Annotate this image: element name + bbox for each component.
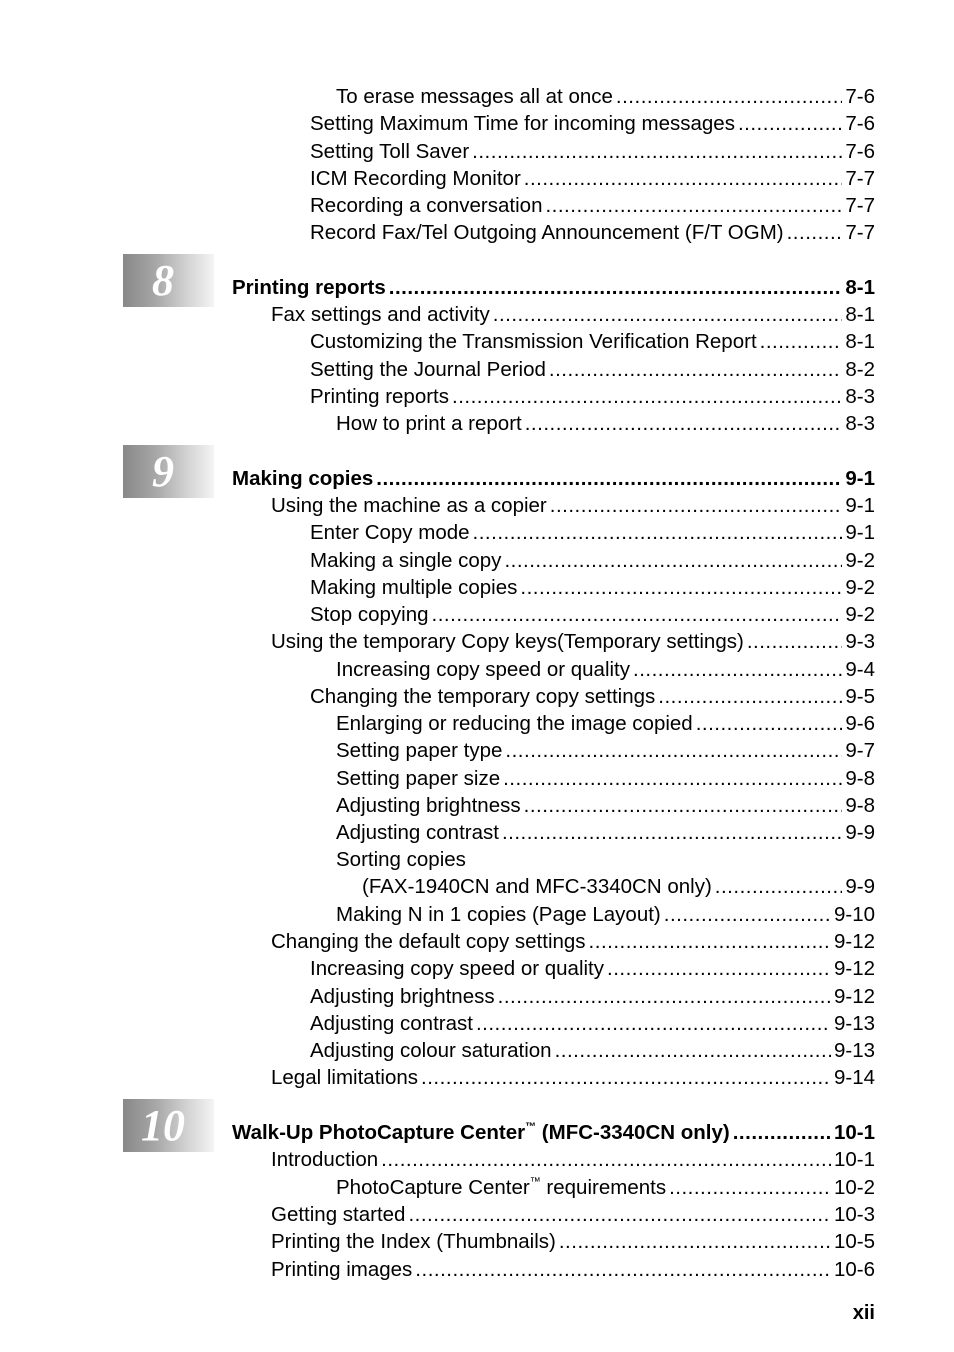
toc-entry-title: Printing images [271,1258,413,1281]
toc-chapter-entry[interactable] [232,274,875,301]
dot-leader [476,1010,831,1037]
toc-entry-title: Walk-Up PhotoCapture Center™ (MFC-3340CN only) [232,1121,730,1144]
chapter-number: 10 [141,1101,185,1150]
toc-entry[interactable] [336,710,875,737]
dot-leader [545,192,842,219]
dot-leader [473,519,843,546]
toc-entry[interactable] [310,328,875,355]
dot-leader [696,710,843,737]
toc-page-number: 9-4 [845,658,875,681]
toc-entry-title: PhotoCapture Center™ requirements [336,1176,667,1199]
toc-entry-title: Printing the Index (Thumbnails) [271,1230,556,1253]
toc-entry-title: Stop copying [310,603,429,626]
toc-entry-title: Printing reports [232,276,386,299]
dot-leader [504,547,842,574]
toc-page-number: 9-9 [845,821,875,844]
toc-entry[interactable] [310,110,875,137]
toc-entry[interactable] [310,1010,875,1037]
toc-entry-title: Adjusting contrast [336,821,499,844]
toc-page-number: 10-1 [833,1148,875,1171]
chapter-tab-10 [123,1099,214,1152]
toc-entry[interactable] [310,601,875,628]
toc-entry-title: Changing the default copy settings [271,930,586,953]
toc-entry-title: Increasing copy speed or quality [336,658,631,681]
toc-page-number: 9-8 [845,767,875,790]
dot-leader [607,955,831,982]
toc-entry-title: Changing the temporary copy settings [310,685,656,708]
toc-page-number: 7-7 [845,167,875,190]
toc-page-number: 9-5 [845,685,875,708]
toc-entry[interactable] [336,1174,875,1201]
toc-entry[interactable] [310,138,875,165]
toc-entry-title: Printing reports [310,385,450,408]
dot-leader [549,356,842,383]
toc-page-number: 9-14 [833,1066,875,1089]
toc-entry[interactable] [310,1037,875,1064]
toc-page-number: 7-7 [845,194,875,217]
toc-entry[interactable] [310,574,875,601]
toc-entry-title: Setting paper type [336,739,503,762]
toc-entry[interactable] [310,383,875,410]
toc-entry[interactable] [310,983,875,1010]
toc-page-number: 9-13 [833,1012,875,1035]
toc-page-number: 8-2 [845,358,875,381]
toc-chapter-entry[interactable] [232,465,875,492]
toc-page-number: 10-2 [833,1176,875,1199]
toc-entry-title: Enlarging or reducing the image copied [336,712,693,735]
dot-leader [559,1228,831,1255]
toc-entry-title: Introduction [271,1148,379,1171]
toc-page-number: 10-5 [833,1230,875,1253]
toc-page-number: 9-10 [833,903,875,926]
toc-entry-title: Adjusting brightness [336,794,521,817]
toc-page-number: 9-7 [845,739,875,762]
dot-leader [747,628,843,655]
toc-entry[interactable] [362,873,875,900]
toc-entry[interactable] [336,846,875,873]
page-number: xii [852,1302,875,1324]
toc-entry-title: Getting started [271,1203,406,1226]
toc-entry-title: Legal limitations [271,1066,418,1089]
toc-page-number: 10-3 [833,1203,875,1226]
dot-leader [787,219,843,246]
dot-leader [452,383,842,410]
toc-page-number: 7-7 [845,221,875,244]
dot-leader [498,983,831,1010]
toc-entry[interactable] [336,765,875,792]
toc-page-number: 9-2 [845,603,875,626]
toc-entry-title: Recording a conversation [310,194,543,217]
dot-leader [520,574,842,601]
toc-entry[interactable] [271,1146,875,1173]
toc-entry-title: Making copies [232,467,374,490]
toc-entry-title: (FAX-1940CN and MFC-3340CN only) [362,875,712,898]
toc-page-number: 9-3 [845,630,875,653]
dot-leader [738,110,842,137]
chapter-tab-9 [123,445,214,498]
toc-entry-title: To erase messages all at once [336,85,613,108]
dot-leader [389,274,843,301]
toc-entry[interactable] [310,955,875,982]
dot-leader [669,1174,831,1201]
dot-leader [616,83,842,110]
toc-entry-title: Setting Maximum Time for incoming messages [310,112,735,135]
toc-entry-title: Making multiple copies [310,576,518,599]
toc-entry-title: Enter Copy mode [310,521,470,544]
dot-leader [502,819,842,846]
dot-leader [589,928,831,955]
dot-leader [555,1037,831,1064]
toc-entry[interactable] [271,928,875,955]
toc-entry[interactable] [310,165,875,192]
toc-entry[interactable] [271,301,875,328]
toc-entry-title: Adjusting brightness [310,985,495,1008]
toc-entry-title: Using the temporary Copy keys(Temporary settings) [271,630,744,653]
toc-entry[interactable] [336,410,875,437]
toc-page-number: 9-2 [845,549,875,572]
chapter-tab-8 [123,254,214,307]
toc-page-number: 9-12 [833,930,875,953]
toc-entry[interactable] [310,192,875,219]
toc-entry[interactable] [310,219,875,246]
toc-page-number: 9-8 [845,794,875,817]
dot-leader [408,1201,831,1228]
toc-entry[interactable] [271,1201,875,1228]
toc-entry-title: ICM Recording Monitor [310,167,521,190]
toc-entry-title: Setting Toll Saver [310,140,470,163]
toc-entry[interactable] [336,901,875,928]
dot-leader [524,792,843,819]
toc-page-number: 9-1 [845,467,875,490]
toc-entry-title: Customizing the Transmission Verification Report [310,330,757,353]
dot-leader [503,765,842,792]
toc-entry[interactable] [336,83,875,110]
dot-leader [505,737,842,764]
toc-page-number: 9-12 [833,985,875,1008]
toc-entry[interactable] [271,1256,875,1283]
dot-leader [421,1064,831,1091]
trademark-symbol: ™ [529,1176,541,1188]
dot-leader [524,165,843,192]
toc-page-number: 10-6 [833,1258,875,1281]
trademark-symbol: ™ [525,1121,537,1133]
toc-page-number: 7-6 [845,85,875,108]
dot-leader [715,873,843,900]
dot-leader [633,656,842,683]
dot-leader [472,138,842,165]
toc-chapter-entry[interactable] [232,1119,875,1146]
toc-entry[interactable] [310,519,875,546]
toc-page-number: 9-9 [845,875,875,898]
dot-leader [493,301,843,328]
toc-entry[interactable] [310,683,875,710]
toc-entry[interactable] [336,656,875,683]
chapter-number: 9 [152,447,174,496]
toc-page-number: 7-6 [845,112,875,135]
toc-page-number: 7-6 [845,140,875,163]
toc-page-number: 8-1 [845,303,875,326]
dot-leader [733,1119,831,1146]
toc-page-number: 9-1 [845,494,875,517]
toc-page-number: 8-1 [845,276,875,299]
dot-leader [664,901,831,928]
toc-entry[interactable] [336,792,875,819]
toc-entry-title: Setting paper size [336,767,501,790]
toc-page-number: 9-6 [845,712,875,735]
toc-page-number: 9-2 [845,576,875,599]
toc-entry[interactable] [336,737,875,764]
toc-entry-title: Using the machine as a copier [271,494,547,517]
toc-page-number: 9-13 [833,1039,875,1062]
toc-page-number: 9-12 [833,957,875,980]
toc-entry-title: Adjusting contrast [310,1012,473,1035]
toc-page-number: 10-1 [833,1121,875,1144]
toc-entry[interactable] [271,492,875,519]
toc-entry[interactable] [271,1064,875,1091]
toc-entry-title: Sorting copies [336,848,466,871]
chapter-number: 8 [152,256,174,305]
toc-entry-title: Setting the Journal Period [310,358,546,381]
dot-leader [376,465,842,492]
toc-page-number: 8-3 [845,412,875,435]
dot-leader [658,683,842,710]
toc-entry-title: Increasing copy speed or quality [310,957,605,980]
toc-entry[interactable] [310,356,875,383]
toc-entry-title: Making N in 1 copies (Page Layout) [336,903,661,926]
toc-entry-title: Making a single copy [310,549,502,572]
toc-entry-title: Record Fax/Tel Outgoing Announcement (F/T OGM) [310,221,784,244]
toc-entry-title: Fax settings and activity [271,303,490,326]
toc-page-number: 8-1 [845,330,875,353]
toc-entry[interactable] [310,547,875,574]
toc-entry-title: How to print a report [336,412,522,435]
toc-page-number: 8-3 [845,385,875,408]
dot-leader [432,601,843,628]
dot-leader [381,1146,831,1173]
toc-entry[interactable] [336,819,875,846]
dot-leader [525,410,843,437]
toc-entry[interactable] [271,1228,875,1255]
dot-leader [415,1256,831,1283]
dot-leader [550,492,843,519]
dot-leader [760,328,843,355]
toc-entry[interactable] [271,628,875,655]
toc-page-number: 9-1 [845,521,875,544]
toc-entry-title: Adjusting colour saturation [310,1039,552,1062]
